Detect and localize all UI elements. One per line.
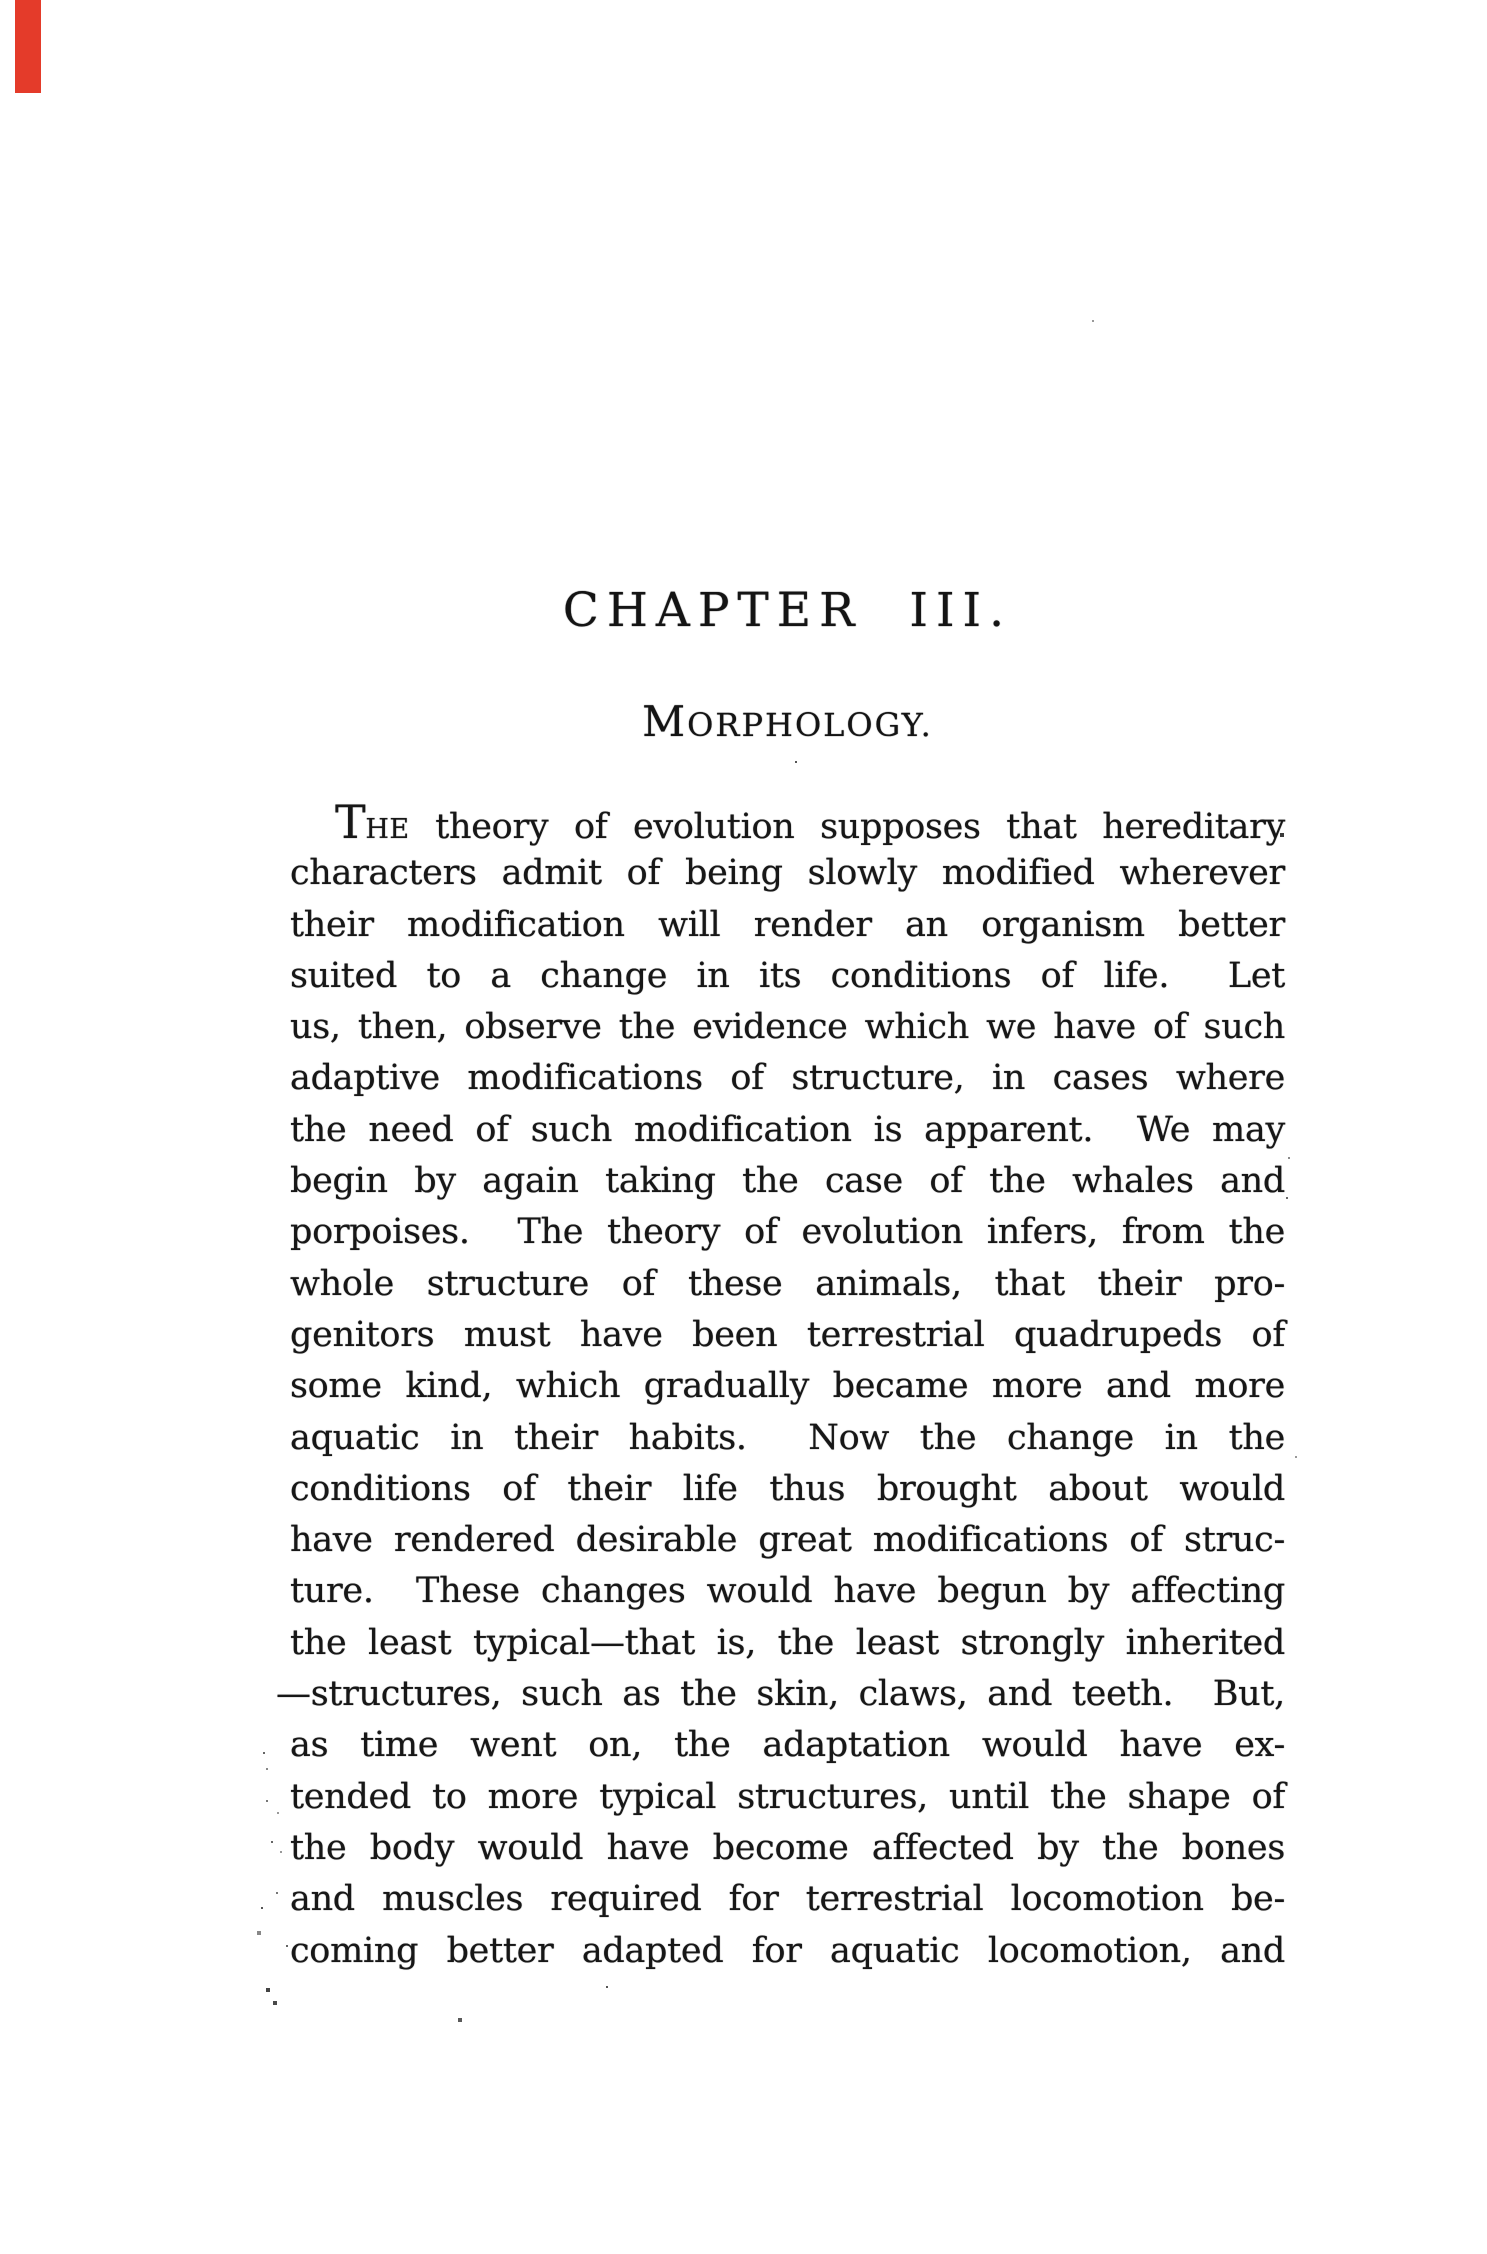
text-line: us, then, observe the evidence which we have of such [290, 1007, 1285, 1048]
text-line: whole structure of these animals, that their pro- [290, 1263, 1285, 1304]
opening-initial: T [335, 795, 366, 849]
text-line: suited to a change in its conditions of life. Let [290, 955, 1285, 996]
text-line-opening [290, 797, 1285, 848]
scan-speckles [0, 0, 2, 2]
opening-small-caps: HE [365, 814, 410, 845]
text-line: tended to more typical structures, until the shape of [290, 1776, 1285, 1817]
text-line: the least typical—that is, the least strongly inherited [290, 1622, 1285, 1663]
text-line: characters admit of being slowly modified wherever [290, 853, 1285, 894]
opening-rest: theory of evolution supposes that hereditary [409, 807, 1285, 847]
text-line: and muscles required for terrestrial locomotion be- [290, 1879, 1285, 1920]
text-line: the need of such modification is apparent. We may [290, 1109, 1285, 1150]
chapter-heading: CHAPTER III. [562, 583, 1013, 638]
text-line: coming better adapted for aquatic locomotion, and [290, 1930, 1285, 1971]
text-line: as time went on, the adaptation would have ex- [290, 1725, 1285, 1766]
section-heading [290, 697, 1285, 746]
text-line: have rendered desirable great modifications of struc- [290, 1520, 1285, 1561]
text-line: conditions of their life thus brought about would [290, 1468, 1285, 1509]
text-line: their modification will render an organism better [290, 904, 1285, 945]
red-edge-mark [15, 0, 41, 93]
text-line: aquatic in their habits. Now the change in the [290, 1417, 1285, 1458]
text-line: the body would have become affected by the bones [290, 1827, 1285, 1868]
section-heading-rest: ORPHOLOGY. [687, 706, 933, 744]
text-line: —structures, such as the skin, claws, and teeth. But, [276, 1674, 1285, 1715]
text-line: adaptive modifications of structure, in cases where [290, 1058, 1285, 1099]
text-line: ture. These changes would have begun by affecting [290, 1571, 1285, 1612]
text-line: some kind, which gradually became more and more [290, 1366, 1285, 1407]
body-paragraph [276, 795, 1285, 1977]
text-line: begin by again taking the case of the whales and [290, 1161, 1285, 1202]
text-line: genitors must have been terrestrial quadrupeds of [290, 1314, 1285, 1355]
text-line: porpoises. The theory of evolution infers, from the [290, 1212, 1285, 1253]
section-heading-initial: M [642, 697, 688, 746]
